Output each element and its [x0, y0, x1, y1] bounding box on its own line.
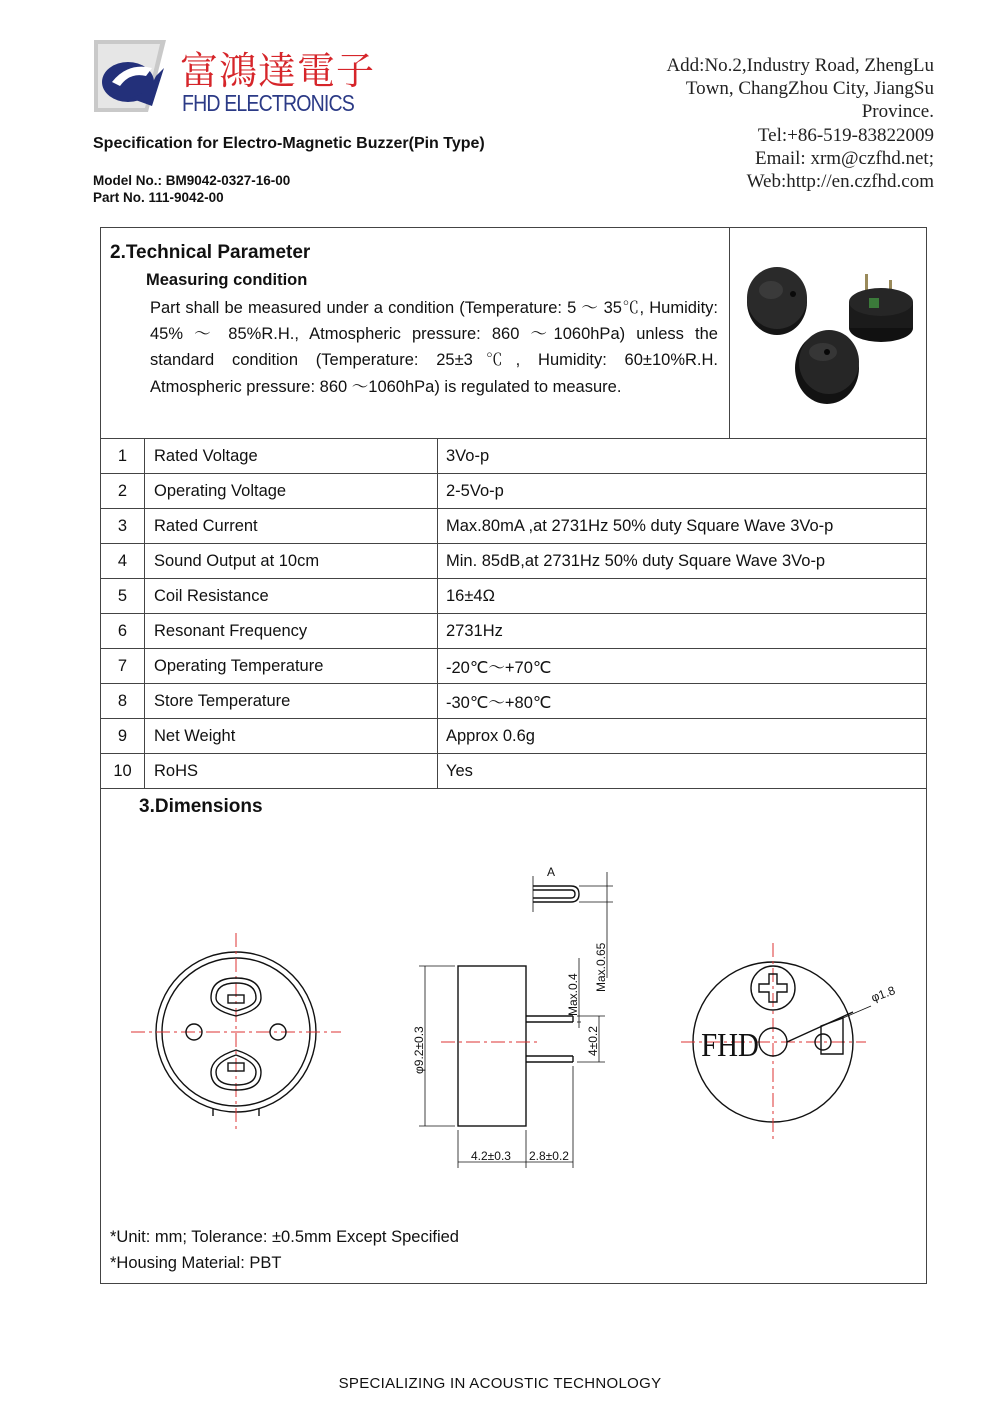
buzzer-product-photo [731, 228, 927, 438]
param-name: Rated Voltage [145, 439, 438, 474]
address-line: Web:http://en.czfhd.com [746, 171, 934, 193]
table-row [101, 474, 927, 509]
param-name: RoHS [145, 754, 438, 789]
param-value: 2731Hz [438, 614, 928, 649]
measuring-condition-text: Part shall be measured under a condition (Temperature: 5 ～ 35℃, Humidity: 45% ～ 85%R.H., Atmospheric pressure: 860 ～1060hPa) unless the standard condition (Temperature: 25±3℃, Humidity: 60±10%R.H. Atmospheric pressure: 860 ～1060hPa) is regulated to measure. [150, 299, 718, 396]
param-value: Max.80mA ,at 2731Hz 50% duty Square Wave 3Vo-p [438, 509, 928, 544]
param-number: 3 [101, 509, 145, 544]
table-row [101, 544, 927, 579]
technical-parameter-heading: 2.Technical Parameter [110, 242, 311, 263]
model-number: Model No.: BM9042-0327-16-00 [93, 173, 291, 188]
param-value: 3Vo-p [438, 439, 928, 474]
logo-english-text: FHD ELECTRONICS [182, 90, 354, 116]
max065-label: Max.0.65 [594, 942, 608, 992]
address-line: Add:No.2,Industry Road, ZhengLu [666, 55, 934, 76]
diameter-label: φ9.2±0.3 [412, 1026, 426, 1074]
param-value: Approx 0.6g [438, 719, 928, 754]
height-label: 4.2±0.3 [471, 1149, 511, 1163]
address-line: Town, ChangZhou City, JiangSu [685, 78, 934, 100]
param-number: 9 [101, 719, 145, 754]
logo-mark-icon [90, 38, 168, 114]
param-number: 7 [101, 649, 145, 684]
part-number: Part No. 111-9042-00 [93, 190, 224, 205]
company-address [614, 54, 934, 193]
measuring-condition-heading: Measuring condition [146, 271, 308, 289]
dimension-drawing [101, 838, 927, 1188]
table-row [101, 754, 927, 789]
param-value: -30℃～+80℃ [438, 684, 928, 719]
pin-length-label: 2.8±0.2 [529, 1149, 569, 1163]
param-value: -20℃～+70℃ [438, 649, 928, 684]
param-number: 5 [101, 579, 145, 614]
param-number: 1 [101, 439, 145, 474]
param-number: 10 [101, 754, 145, 789]
dimensions-heading: 3.Dimensions [139, 796, 263, 817]
param-value: Min. 85dB,at 2731Hz 50% duty Square Wave 3Vo-p [438, 544, 928, 579]
bottom-view [131, 933, 341, 1133]
spec-frame [100, 227, 927, 1284]
param-number: 6 [101, 614, 145, 649]
param-name: Operating Voltage [145, 474, 438, 509]
table-row [101, 579, 927, 614]
address-line: Tel:+86-519-83822009 [757, 124, 934, 146]
param-name: Sound Output at 10cm [145, 544, 438, 579]
brand-mark-label: FHD [701, 1025, 759, 1064]
param-name: Operating Temperature [145, 649, 438, 684]
company-logo [90, 38, 376, 118]
detail-a-label: A [547, 865, 556, 879]
param-value: 16±4Ω [438, 579, 928, 614]
hole-diameter-label: φ1.8 [869, 983, 898, 1005]
param-value: 2-5Vo-p [438, 474, 928, 509]
param-name: Resonant Frequency [145, 614, 438, 649]
max04-label: Max.0.4 [566, 973, 580, 1016]
pin-pitch-label: 4±0.2 [586, 1026, 600, 1056]
logo-chinese-text: 富鴻達電子 [180, 49, 376, 93]
param-name: Store Temperature [145, 684, 438, 719]
parameter-table [101, 438, 927, 789]
param-value: Yes [438, 754, 928, 789]
table-row [101, 509, 927, 544]
document-title: Specification for Electro-Magnetic Buzzer(Pin Type) [93, 135, 485, 152]
address-line: Email: xrm@czfhd.net; [755, 147, 934, 169]
address-line: Province. [861, 101, 934, 123]
param-number: 8 [101, 684, 145, 719]
table-row [101, 614, 927, 649]
param-name: Net Weight [145, 719, 438, 754]
param-name: Coil Resistance [145, 579, 438, 614]
table-row [101, 684, 927, 719]
technical-parameter-block [101, 228, 730, 438]
table-row [101, 439, 927, 474]
table-row [101, 719, 927, 754]
unit-tolerance-note: *Unit: mm; Tolerance: ±0.5mm Except Specified [110, 1228, 459, 1246]
param-number: 2 [101, 474, 145, 509]
page-footer: SPECIALIZING IN ACOUSTIC TECHNOLOGY [338, 1375, 662, 1392]
housing-material-note: *Housing Material: PBT [110, 1254, 282, 1272]
table-row [101, 649, 927, 684]
param-name: Rated Current [145, 509, 438, 544]
param-number: 4 [101, 544, 145, 579]
side-view [419, 872, 613, 1168]
